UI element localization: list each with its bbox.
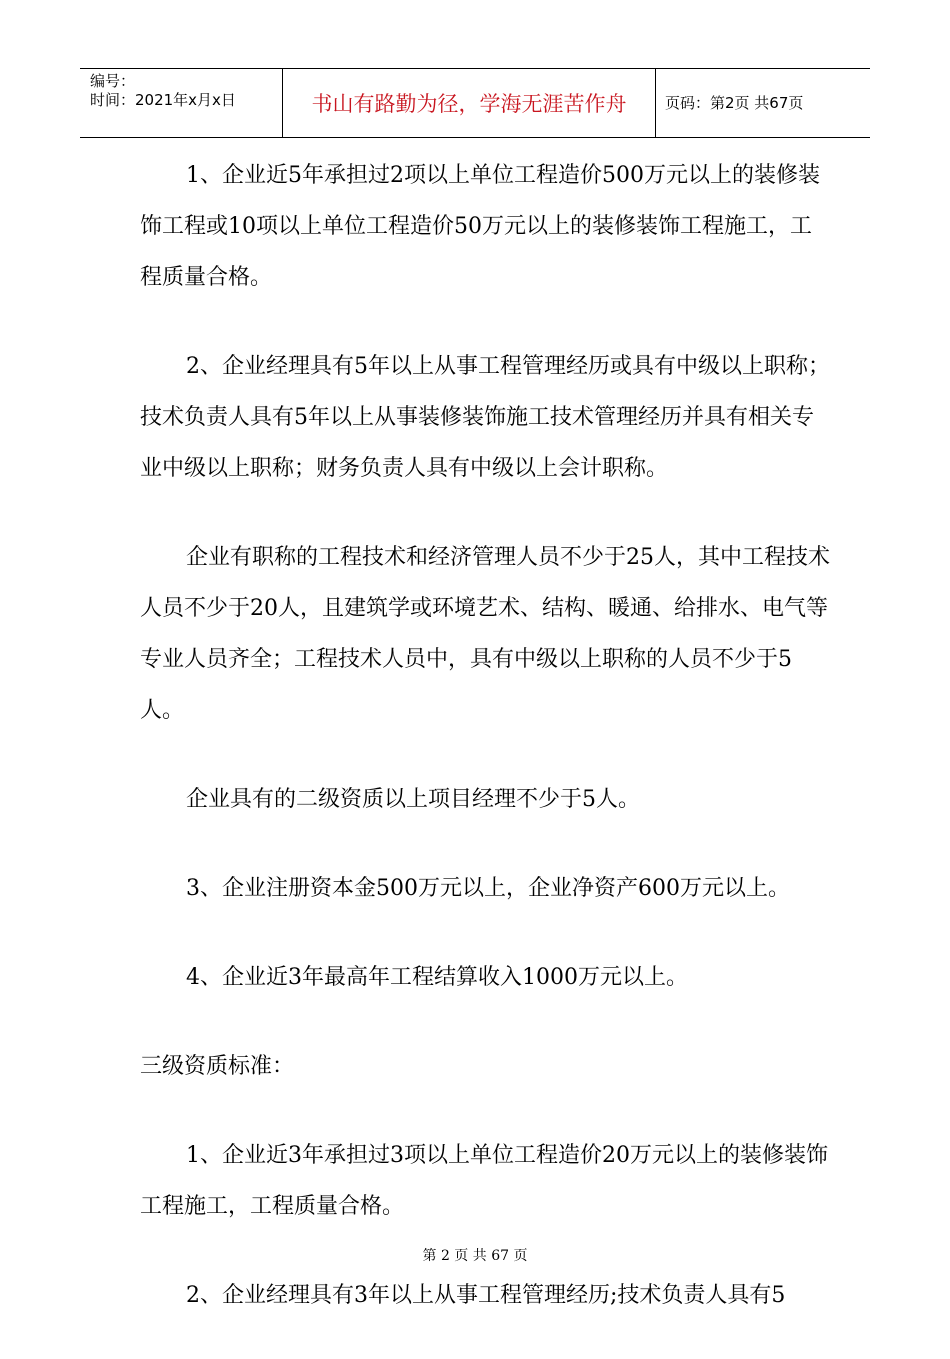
page-footer: 第 2 页 共 67 页 — [422, 1248, 528, 1264]
document-body — [140, 150, 830, 1359]
document-number-label: 编号： — [90, 72, 136, 90]
paragraph: 企业有职称的工程技术和经济管理人员不少于25人，其中工程技术人员不少于20人，且建筑学或环境艺术、结构、暖通、给排水、电气等专业人员齐全；工程技术人员中，具有中级以上职称的人员不少于5人。 — [140, 545, 830, 723]
paragraph: 1、企业近3年承担过3项以上单位工程造价20万元以上的装修装饰工程施工，工程质量合格。 — [140, 1143, 828, 1219]
paragraph: 2、企业经理具有3年以上从事工程管理经历;技术负责人具有5 — [186, 1283, 786, 1308]
section-heading: 三级资质标准： — [140, 1054, 295, 1079]
paragraph: 1、企业近5年承担过2项以上单位工程造价500万元以上的装修装饰工程或10项以上单位工程造价50万元以上的装修装饰工程施工，工程质量合格。 — [140, 163, 820, 290]
header-page-cell — [655, 69, 870, 137]
paragraph: 4、企业近3年最高年工程结算收入1000万元以上。 — [186, 965, 688, 990]
header-motto: 书山有路勤为径，学海无涯苦作舟 — [311, 92, 627, 116]
paragraph: 3、企业注册资本金500万元以上，企业净资产600万元以上。 — [186, 876, 790, 901]
page-header — [80, 68, 870, 138]
paragraph: 2、企业经理具有5年以上从事工程管理经历或具有中级以上职称；技术负责人具有5年以上从事装修装饰施工技术管理经历并具有相关专业中级以上职称；财务负责人具有中级以上会计职称。 — [140, 354, 830, 481]
header-page-code: 页码：第2页 共67页 — [665, 94, 804, 112]
header-meta-cell — [80, 69, 282, 137]
paragraph: 企业具有的二级资质以上项目经理不少于5人。 — [186, 787, 640, 812]
document-time-label: 时间：2021年x月x日 — [90, 91, 236, 109]
header-motto-cell — [282, 69, 656, 137]
